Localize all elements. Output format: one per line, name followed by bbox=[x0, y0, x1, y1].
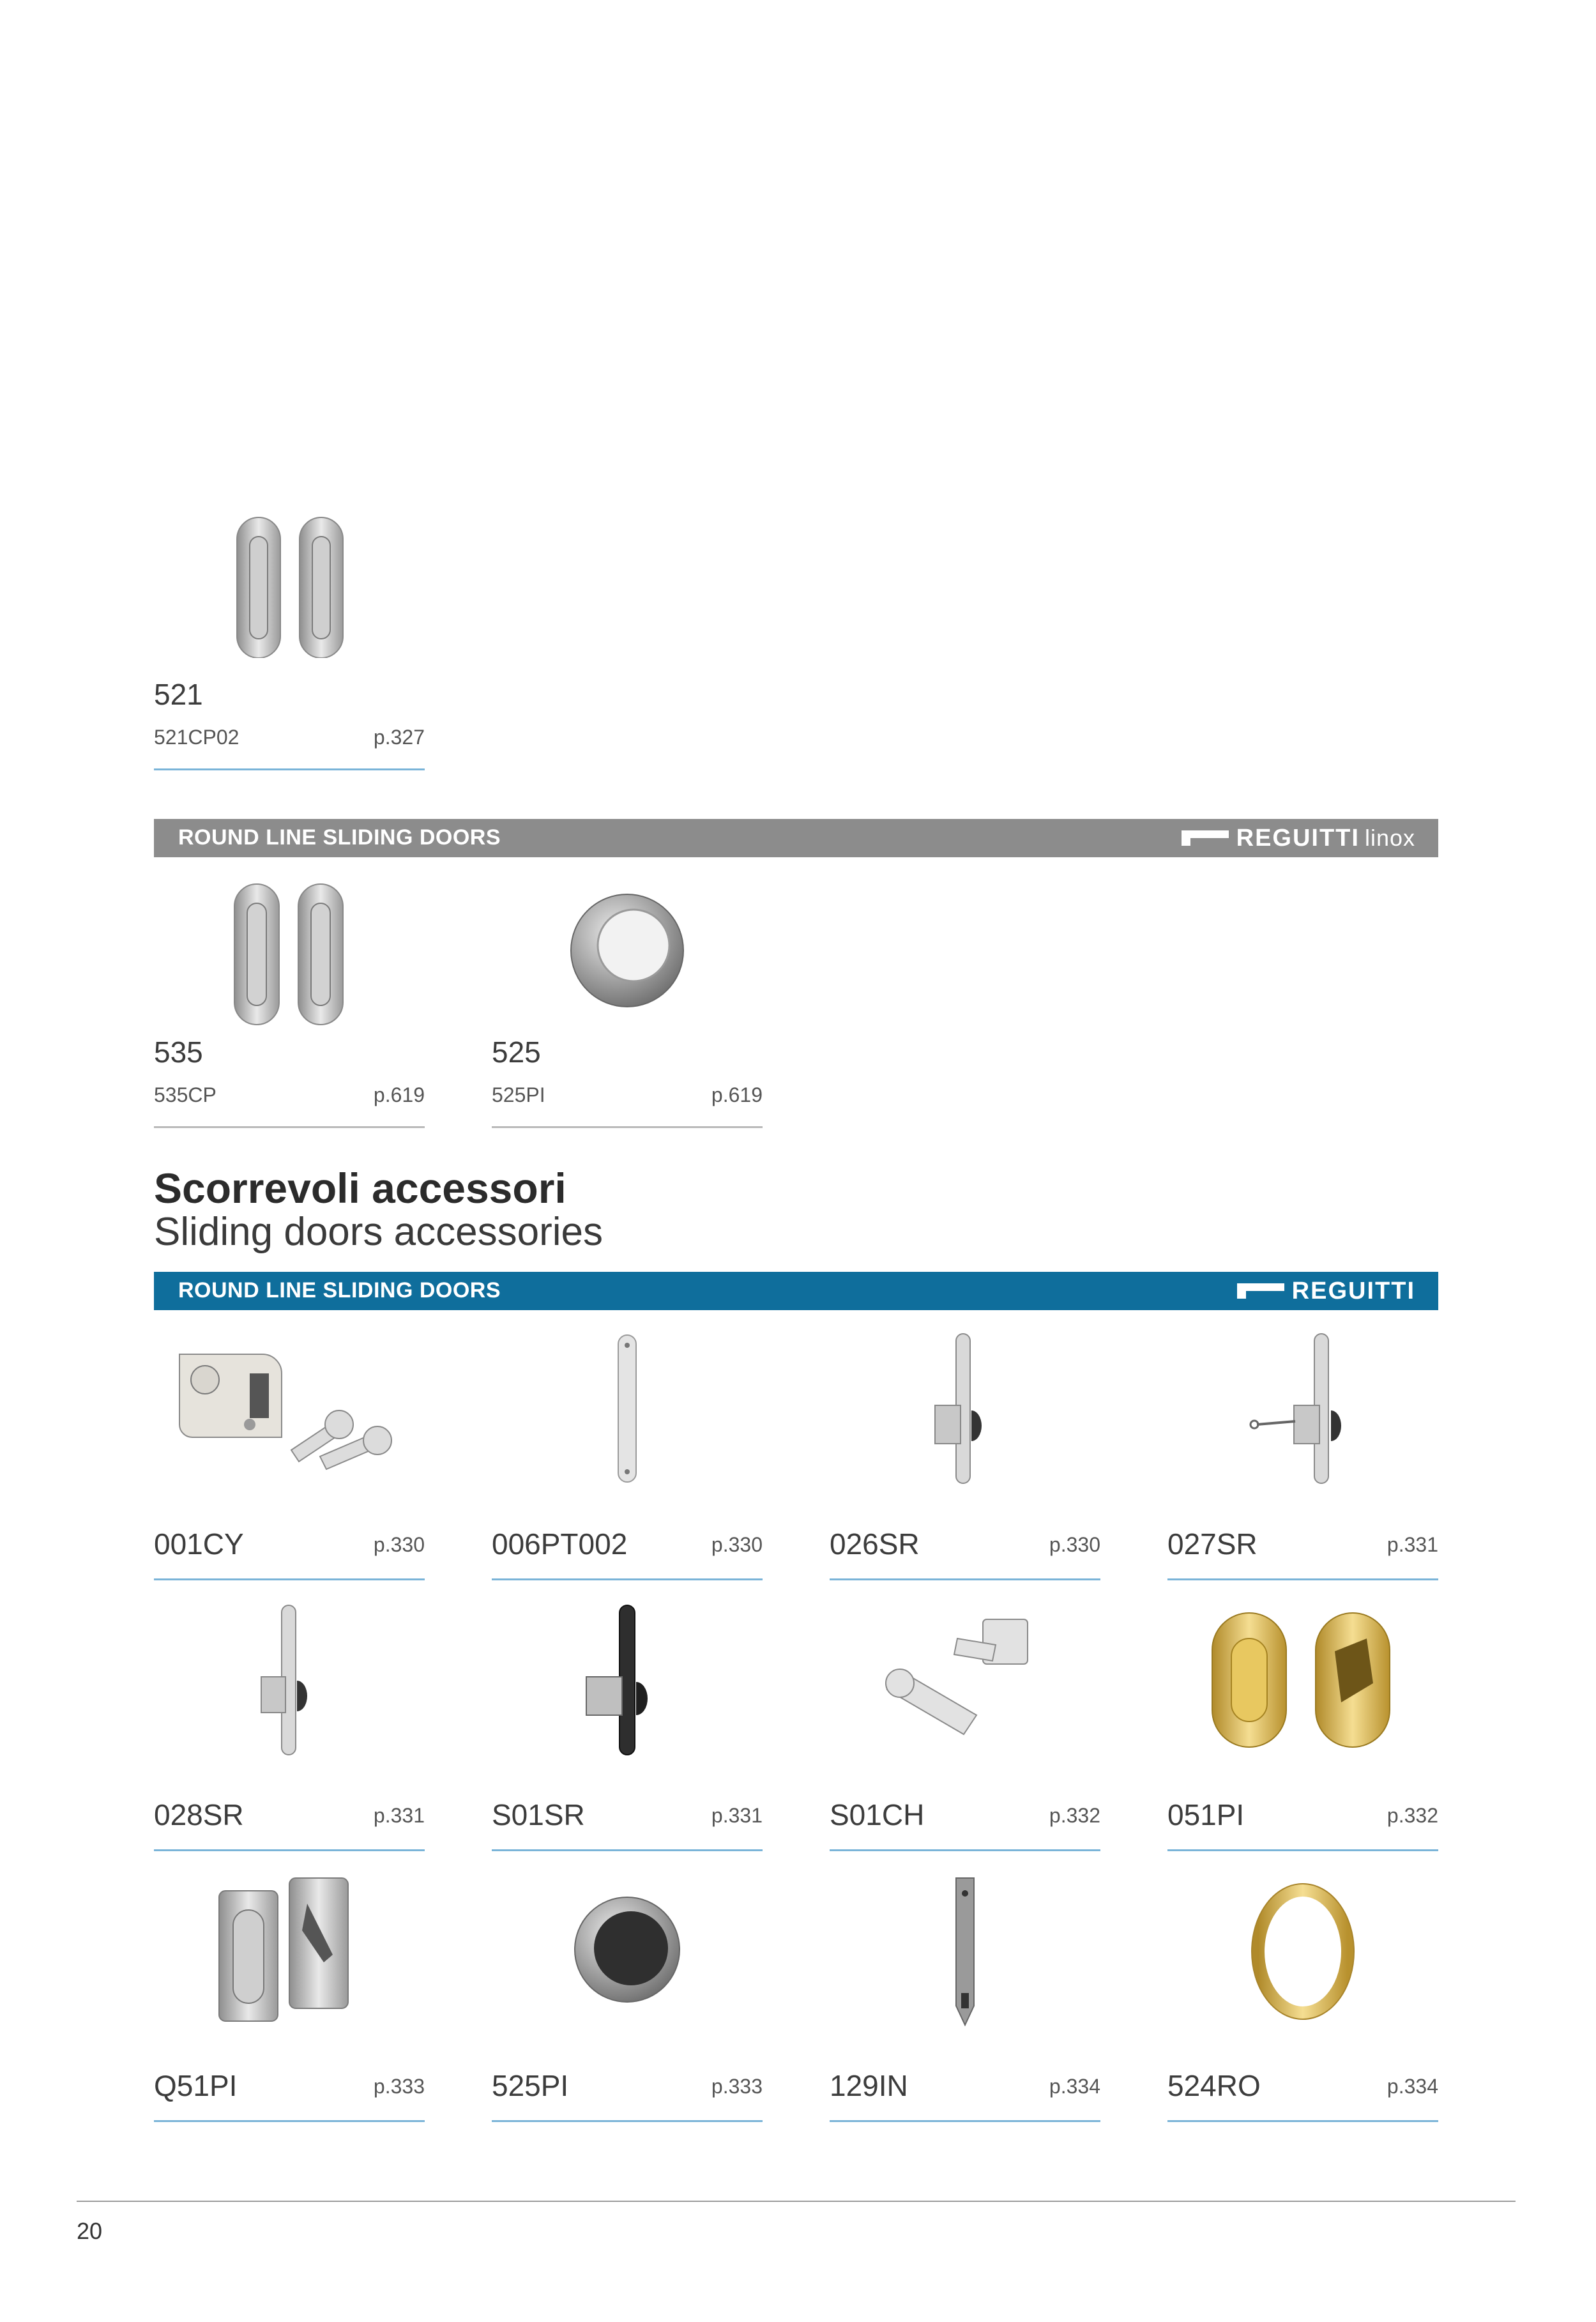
page-reference[interactable]: p.327 bbox=[373, 726, 425, 749]
page-reference[interactable]: p.619 bbox=[373, 1083, 425, 1106]
brand-logo-reguitti bbox=[1237, 1277, 1415, 1305]
page-reference[interactable]: p.334 bbox=[1387, 2075, 1438, 2098]
product-name: 525 bbox=[492, 1035, 541, 1069]
divider bbox=[154, 1849, 425, 1851]
product-image-535 bbox=[154, 875, 425, 1035]
faceplate-icon bbox=[492, 1329, 763, 1488]
product-code: 028SR bbox=[154, 1798, 244, 1831]
divider bbox=[830, 2120, 1100, 2122]
section-bar-linox bbox=[154, 819, 1438, 857]
section-bar-title: ROUND LINE SLIDING DOORS bbox=[178, 1278, 501, 1302]
footer-divider bbox=[77, 2201, 1516, 2202]
divider bbox=[154, 2120, 425, 2122]
product-name: 535 bbox=[154, 1035, 203, 1069]
page-reference[interactable]: p.332 bbox=[1049, 1804, 1100, 1827]
divider bbox=[1167, 2120, 1438, 2122]
hook-lock-icon bbox=[154, 1600, 425, 1760]
page-reference[interactable]: p.334 bbox=[1049, 2075, 1100, 2098]
reguitti-logo-mark-icon bbox=[1182, 829, 1231, 847]
hook-lock-black-icon bbox=[492, 1600, 763, 1760]
section-bar-reguitti bbox=[154, 1272, 1438, 1310]
product-code: 006PT002 bbox=[492, 1527, 628, 1561]
page-reference[interactable]: p.332 bbox=[1387, 1804, 1438, 1827]
divider bbox=[1167, 1849, 1438, 1851]
section-bar-title: ROUND LINE SLIDING DOORS bbox=[178, 825, 501, 850]
page-reference[interactable]: p.330 bbox=[1049, 1533, 1100, 1556]
cylinder-lock-icon bbox=[154, 1329, 425, 1488]
section-heading-italian: Scorrevoli accessori bbox=[154, 1165, 566, 1212]
square-flush-pulls-icon bbox=[154, 1872, 425, 2031]
product-image-521 bbox=[154, 498, 425, 658]
product-code: 001CY bbox=[154, 1527, 244, 1561]
product-code: 027SR bbox=[1167, 1527, 1258, 1561]
divider bbox=[154, 768, 425, 770]
section-heading-english: Sliding doors accessories bbox=[154, 1210, 604, 1254]
product-code: 026SR bbox=[830, 1527, 920, 1561]
product-code: S01SR bbox=[492, 1798, 585, 1831]
product-code: 524RO bbox=[1167, 2069, 1261, 2102]
product-image-525 bbox=[492, 875, 763, 1035]
strike-plate-icon bbox=[830, 1872, 1100, 2031]
divider bbox=[492, 1849, 763, 1851]
divider bbox=[492, 1126, 763, 1128]
page-reference[interactable]: p.331 bbox=[711, 1804, 763, 1827]
product-name: 521 bbox=[154, 678, 203, 711]
product-code: 051PI bbox=[1167, 1798, 1245, 1831]
divider bbox=[830, 1578, 1100, 1580]
page-reference[interactable]: p.331 bbox=[1387, 1533, 1438, 1556]
page-reference[interactable]: p.333 bbox=[711, 2075, 763, 2098]
round-flush-pull-icon bbox=[492, 1872, 763, 2031]
gold-ring-icon bbox=[1167, 1872, 1438, 2031]
page-reference[interactable]: p.333 bbox=[373, 2075, 425, 2098]
brand-logo-reguitti-linox bbox=[1182, 824, 1415, 852]
hook-lock-key-icon bbox=[1167, 1329, 1438, 1488]
divider bbox=[1167, 1578, 1438, 1580]
divider bbox=[154, 1578, 425, 1580]
keys-icon bbox=[830, 1600, 1100, 1760]
brand-name: REGUITTI bbox=[1236, 824, 1360, 852]
product-code: 521CP02 bbox=[154, 726, 239, 749]
product-code: 535CP bbox=[154, 1083, 217, 1106]
product-code: 525PI bbox=[492, 2069, 569, 2102]
page-reference[interactable]: p.331 bbox=[373, 1804, 425, 1827]
divider bbox=[154, 1126, 425, 1128]
reguitti-logo-mark-icon bbox=[1237, 1282, 1287, 1300]
product-code: Q51PI bbox=[154, 2069, 238, 2102]
hook-lock-icon bbox=[830, 1329, 1100, 1488]
page-reference[interactable]: p.330 bbox=[711, 1533, 763, 1556]
product-code: S01CH bbox=[830, 1798, 925, 1831]
page-reference[interactable]: p.330 bbox=[373, 1533, 425, 1556]
product-code: 525PI bbox=[492, 1083, 545, 1106]
brand-name: REGUITTI bbox=[1291, 1277, 1415, 1304]
divider bbox=[492, 1578, 763, 1580]
brand-suffix: linox bbox=[1364, 825, 1415, 851]
divider bbox=[492, 2120, 763, 2122]
product-code: 129IN bbox=[830, 2069, 908, 2102]
divider bbox=[830, 1849, 1100, 1851]
gold-flush-pulls-icon bbox=[1167, 1600, 1438, 1760]
page-number: 20 bbox=[77, 2218, 103, 2244]
page-reference[interactable]: p.619 bbox=[711, 1083, 763, 1106]
